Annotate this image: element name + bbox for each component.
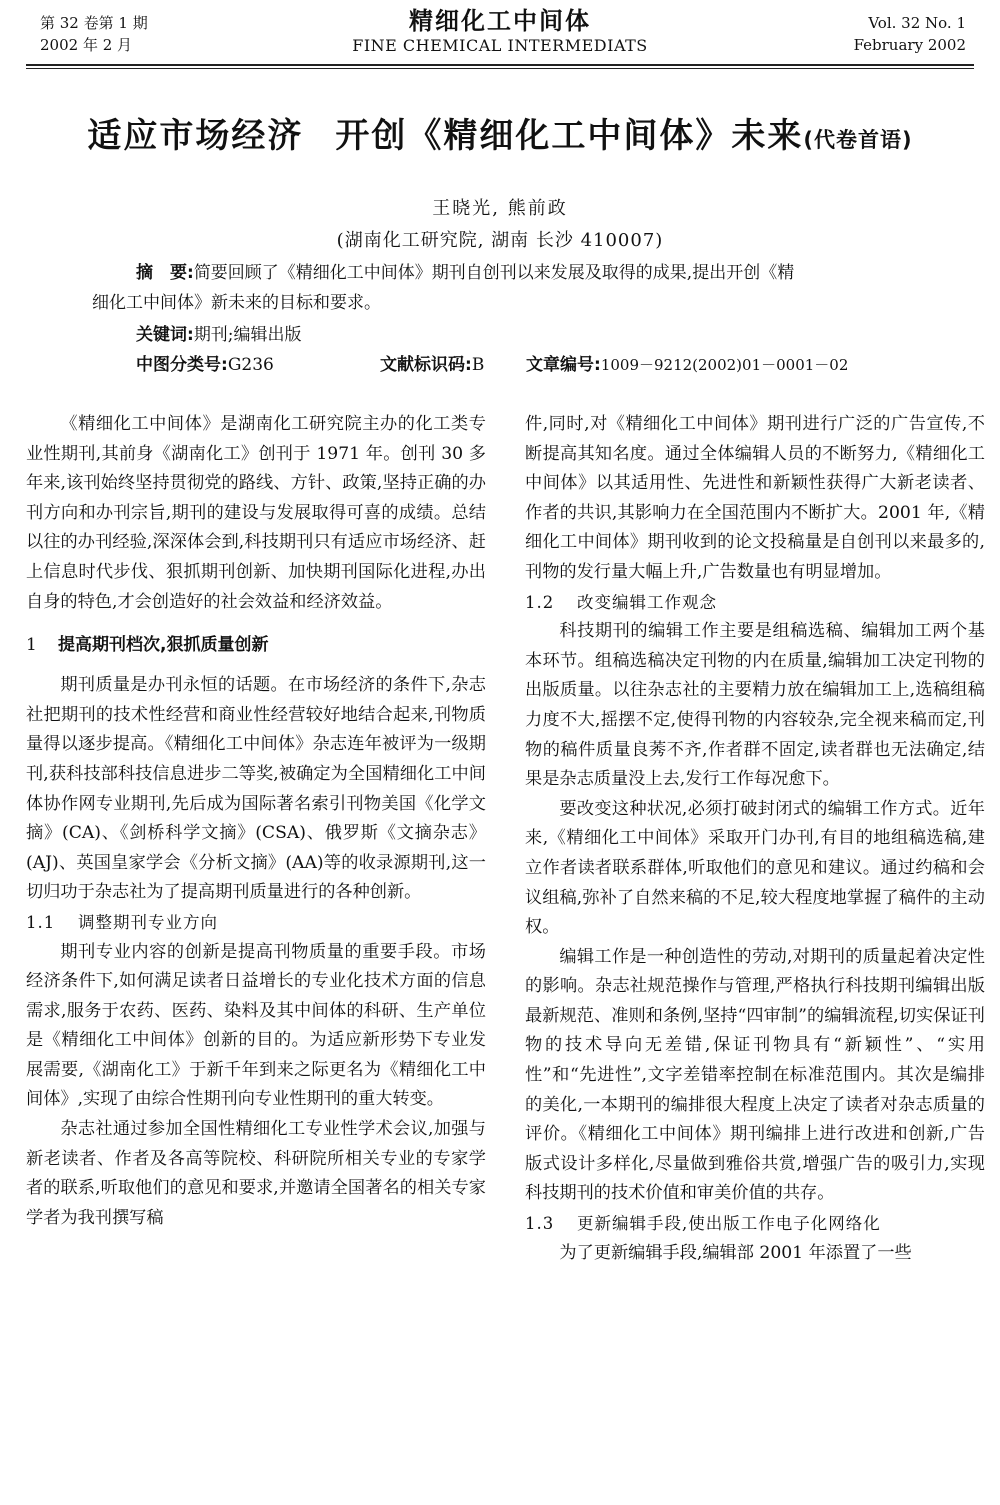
- paragraph: 杂志社通过参加全国性精细化工专业性学术会议,加强与新老读者、作者及各高等院校、科研院所相关专业的专家学者的联系,听取他们的意见和要求,并邀请全国著名的相关专家学者为我刊撰写稿: [26, 1119, 486, 1228]
- header-journal-name: [0, 6, 1000, 56]
- header-rule-thick: [26, 64, 974, 66]
- clc-group: [136, 352, 380, 378]
- clc-value: G236: [227, 355, 274, 375]
- journal-name-cn: 精细化工中间体: [409, 6, 591, 35]
- article-no-label: 文章编号:: [526, 355, 601, 375]
- subsection-heading-1-1: [26, 908, 486, 938]
- subsection-number: 1.1: [26, 912, 56, 932]
- title-subtitle: (代卷首语): [803, 128, 913, 152]
- header-issue-info-en: [854, 12, 966, 56]
- abstract: [92, 258, 922, 318]
- title-part-b: 开创《精细化工中间体》未来: [335, 116, 804, 156]
- clc-label: 中图分类号:: [136, 355, 228, 375]
- header-date-en: February 2002: [853, 36, 966, 54]
- keywords: [136, 322, 302, 348]
- article-affiliation: (湖南化工研究院, 湖南 长沙 410007): [336, 230, 664, 251]
- subsection-title: 改变编辑工作观念: [577, 592, 717, 612]
- section-number: 1: [26, 635, 37, 656]
- section-title: 提高期刊档次,狠抓质量创新: [58, 635, 269, 656]
- abstract-text-1: 简要回顾了《精细化工中间体》期刊自创刊以来发展及取得的成果,提出开创《精: [193, 263, 795, 283]
- doc-code-value: B: [471, 355, 485, 375]
- article-authors: 王晓光, 熊前政: [432, 198, 568, 219]
- paragraph: 为了更新编辑手段,编辑部 2001 年添置了一些: [559, 1242, 912, 1263]
- subsection-title: 更新编辑手段,使出版工作电子化网络化: [577, 1214, 881, 1234]
- paragraph: 期刊专业内容的创新是提高刊物质量的重要手段。市场经济条件下,如何满足读者日益增长的专业化技术方面的信息需求,服务于农药、医药、染料及其中间体的科研、生产单位是《精细化工中间体》创新的目的。为适应新形势下专业发展需要,《湖南化工》于新千年到来之际更名为《精细化工中间体》,实现了由综合性期刊向专业性期刊的重大转变。: [26, 941, 486, 1110]
- article-no-value: 1009－9212(2002)01－0001－02: [600, 356, 849, 374]
- subsection-number: 1.3: [525, 1214, 555, 1234]
- running-header: [0, 0, 1000, 66]
- subsection-title: 调整期刊专业方向: [78, 912, 218, 932]
- section-heading-1: [26, 631, 486, 659]
- abstract-line-2: [92, 288, 922, 318]
- doc-code-label: 文献标识码:: [380, 355, 472, 375]
- subsection-heading-1-2: [525, 588, 985, 618]
- subsection-number: 1.2: [525, 592, 555, 612]
- header-volume-en: Vol. 32 No. 1: [868, 14, 966, 32]
- subsection-heading-1-3: [525, 1209, 985, 1239]
- body-column-right: [525, 410, 985, 1268]
- body-column-left: [26, 410, 486, 1233]
- paragraph: 期刊质量是办刊永恒的话题。在市场经济的条件下,杂志社把期刊的技术性经营和商业性经营较好地结合起来,刊物质量得以逐步提高。《精细化工中间体》杂志连年被评为一级期刊,获科技部科技信息进步二等奖,被确定为全国精细化工中间体协作网专业期刊,先后成为国际著名索引刊物美国《化学文摘》(CA)、《剑桥科学文摘》(CSA)、俄罗斯《文摘杂志》(AJ)、英国皇家学会《分析文摘》(AA)等的收录源期刊,这一切归功于杂志社为了提高期刊质量进行的各种创新。: [26, 675, 486, 903]
- keywords-value: 期刊;编辑出版: [193, 325, 302, 345]
- header-rule-thin: [26, 68, 974, 69]
- header-volume-cn: 第 32 卷第 1 期: [40, 14, 148, 32]
- journal-name-en: FINE CHEMICAL INTERMEDIATS: [352, 36, 648, 55]
- paragraph: 科技期刊的编辑工作主要是组稿选稿、编辑加工两个基本环节。组稿选稿决定刊物的内在质量,编辑加工决定刊物的出版质量。以往杂志社的主要精力放在编辑加工上,选稿组稿力度不大,摇摆不定,使得刊物的内容较杂,完全视来稿而定,刊物的稿件质量良莠不齐,作者群不固定,读者群也无法确定,结果是杂志质量没上去,发行工作每况愈下。: [525, 621, 985, 790]
- paragraph: 件,同时,对《精细化工中间体》期刊进行广泛的广告宣传,不断提高其知名度。通过全体编辑人员的不断努力,《精细化工中间体》以其适用性、先进性和新颖性获得广大新老读者、作者的共识,其影响力在全国范围内不断扩大。2001 年,《精细化工中间体》期刊收到的论文投稿量是自创刊以来最多的,刊物的发行量大幅上升,广告数量也有明显增加。: [525, 414, 985, 582]
- abstract-line-1: [92, 258, 922, 288]
- title-part-a: 适应市场经济: [87, 116, 304, 156]
- header-date-cn: 2002 年 2 月: [40, 36, 133, 54]
- abstract-label: 摘 要:: [136, 263, 194, 283]
- doc-code-group: [380, 352, 526, 378]
- abstract-text-2: 细化工中间体》新未来的目标和要求。: [92, 293, 381, 313]
- paragraph: 《精细化工中间体》是湖南化工研究院主办的化工类专业性期刊,其前身《湖南化工》创刊于 1971 年。创刊 30 多年来,该刊始终坚持贯彻党的路线、方针、政策,坚持正确的办刊方向和办刊宗旨,期刊的建设与发展取得可喜的成绩。总结以往的办刊经验,深深体会到,科技期刊只有适应市场经济、赶上信息时代步伐、狠抓期刊创新、加快期刊国际化进程,办出自身的特色,才会创造好的社会效益和经济效益。: [26, 414, 486, 612]
- keywords-label: 关键词:: [136, 325, 194, 345]
- article-title: [0, 112, 1000, 164]
- paragraph: 要改变这种状况,必须打破封闭式的编辑工作方式。近年来,《精细化工中间体》采取开门办刊,有目的地组稿选稿,建立作者读者联系群体,听取他们的意见和建议。通过约稿和会议组稿,弥补了自然来稿的不足,较大程度地掌握了稿件的主动权。: [525, 798, 985, 938]
- classification-row: [136, 352, 956, 378]
- paragraph: 编辑工作是一种创造性的劳动,对期刊的质量起着决定性的影响。杂志社规范操作与管理,严格执行科技期刊编辑出版最新规范、准则和条例,坚持“四审制”的编辑流程,切实保证刊物的技术导向无差错,保证刊物具有“新颖性”、“实用性”和“先进性”,文字差错率控制在标准范围内。其次是编排的美化,一本期刊的编排很大程度上决定了读者对杂志质量的评价。《精细化工中间体》期刊编排上进行改进和创新,广告版式设计多样化,尽量做到雅俗共赏,增强广告的吸引力,实现科技期刊的技术价值和审美价值的共存。: [525, 946, 985, 1204]
- article-no-group: [526, 352, 848, 378]
